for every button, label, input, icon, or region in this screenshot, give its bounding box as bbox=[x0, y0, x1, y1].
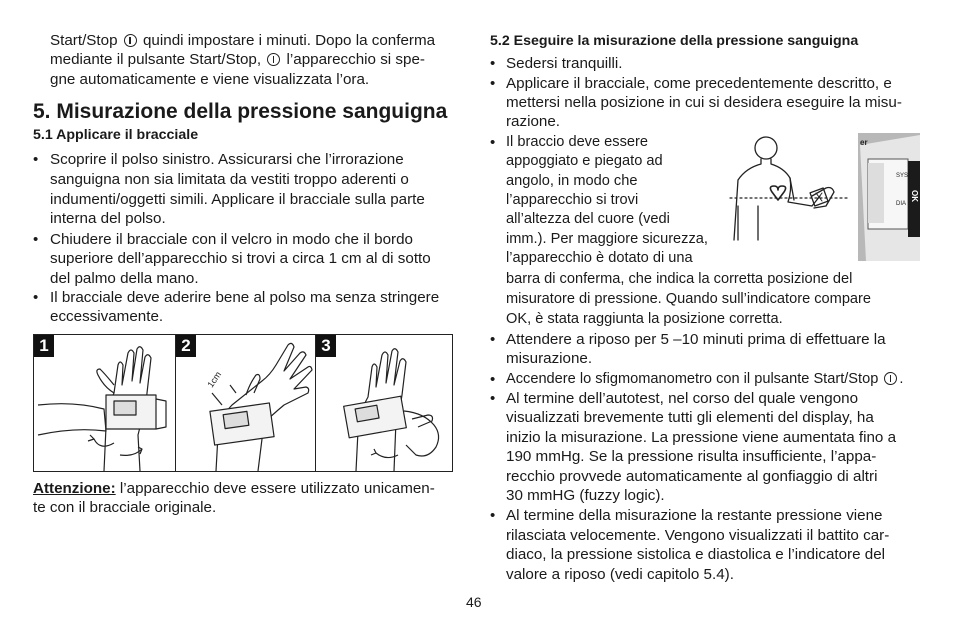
bullet-dot: • bbox=[490, 75, 496, 92]
device-illustration bbox=[858, 133, 920, 261]
device-dia-label: DIA bbox=[896, 201, 907, 207]
figure-1 bbox=[33, 334, 176, 472]
bullet-dot: • bbox=[33, 151, 39, 168]
bullet-line: 30 mmHG (fuzzy logic). bbox=[506, 487, 665, 504]
bullet-2-line: del palmo della mano. bbox=[50, 270, 199, 287]
bullet-line: Al termine dell’autotest, nel corso del quale vengono bbox=[506, 390, 859, 407]
bullet-line: l’apparecchio si trovi bbox=[506, 192, 639, 208]
subsection-title-5-1: 5.1 Applicare il bracciale bbox=[33, 127, 199, 143]
bullet-dot: • bbox=[490, 371, 496, 388]
device-sys-label: SYS bbox=[896, 173, 909, 179]
wrist-cuff-position-illustration bbox=[176, 335, 315, 471]
bullet-line: Sedersi tranquilli. bbox=[506, 55, 623, 72]
bullet-1-line: interna del polso. bbox=[50, 210, 166, 227]
posture-heart-level-illustration bbox=[728, 130, 853, 246]
bullet-line: misuratore di pressione. Quando sull’indicatore compare bbox=[506, 291, 872, 307]
intro-line-1: Start/Stop quindi impostare i minuti. Dopo la conferma bbox=[50, 32, 436, 49]
bullet-dot: • bbox=[490, 390, 496, 407]
bullet-line: appoggiato e piegato ad bbox=[506, 153, 663, 169]
bullet-dot: • bbox=[490, 507, 496, 524]
bullet-line: visualizzati brevemente tutti gli elementi del display, ha bbox=[506, 409, 874, 426]
bullet-line: razione. bbox=[506, 113, 561, 130]
bullet-line: mettersi nella posizione in cui si desidera eseguire la misu- bbox=[506, 94, 902, 111]
wrist-cuff-closing-illustration bbox=[316, 335, 452, 471]
bullet-dot: • bbox=[33, 289, 39, 306]
bullet-line: inizio la misurazione. La pressione viene aumentata fino a bbox=[506, 429, 897, 446]
subsection-title-5-2: 5.2 Eseguire la misurazione della pressione sanguigna bbox=[490, 33, 859, 49]
bullet-dot: • bbox=[490, 331, 496, 348]
note-label: Attenzione: bbox=[33, 480, 116, 497]
bullet-line: imm.). Per maggiore sicurezza, bbox=[506, 231, 708, 247]
bullet-3-line: eccessivamente. bbox=[50, 308, 164, 325]
bullet-line: l’apparecchio è dotato di una bbox=[506, 250, 693, 266]
device-ok-label: OK bbox=[910, 190, 919, 202]
power-icon bbox=[124, 34, 137, 47]
bullet-2-line: Chiudere il bracciale con il velcro in modo che il bordo bbox=[50, 231, 413, 248]
bullet-line: misurazione. bbox=[506, 350, 593, 367]
bullet-line: Il braccio deve essere bbox=[506, 134, 648, 150]
bullet-line: Applicare il bracciale, come precedentemente descritto, e bbox=[506, 75, 892, 92]
bullet-dot: • bbox=[490, 55, 496, 72]
bullet-line: Attendere a riposo per 5 –10 minuti prima di effettuare la bbox=[506, 331, 886, 348]
figure-2 bbox=[175, 334, 316, 472]
figure-3 bbox=[315, 334, 453, 472]
figure-number: 3 bbox=[316, 335, 336, 357]
bullet-line: valore a riposo (vedi capitolo 5.4). bbox=[506, 566, 734, 583]
bullet-line: angolo, in modo che bbox=[506, 173, 638, 189]
bullet-line: Accendere lo sfigmomanometro con il pulsante Start/Stop . bbox=[506, 371, 904, 387]
bullet-1-line: Scoprire il polso sinistro. Assicurarsi che l’irrorazione bbox=[50, 151, 404, 168]
bullet-line: all’altezza del cuore (vedi bbox=[506, 211, 670, 227]
bullet-line: 190 mmHg. Se la pressione risulta insufficiente, l’appa- bbox=[506, 448, 877, 465]
bullet-1-line: sanguigna non sia limitata da vestiti troppo aderenti o bbox=[50, 171, 409, 188]
page-number: 46 bbox=[466, 594, 482, 610]
cuff-figures bbox=[33, 334, 453, 472]
device-photo bbox=[858, 133, 920, 261]
wrist-cuff-open-illustration bbox=[34, 335, 175, 471]
figure-number: 2 bbox=[176, 335, 196, 357]
bullet-2-line: superiore dell’apparecchio si trovi a circa 1 cm al di sotto bbox=[50, 250, 431, 267]
power-icon bbox=[884, 372, 897, 385]
bullet-line: barra di conferma, che indica la corretta posizione del bbox=[506, 271, 853, 287]
note-line-1: Attenzione: l’apparecchio deve essere utilizzato unicamen- bbox=[33, 480, 435, 497]
bullet-line: OK, è stata raggiunta la posizione corretta. bbox=[506, 311, 783, 327]
figure-number: 1 bbox=[34, 335, 54, 357]
intro-line-3: gne automaticamente e viene visualizzata l’ora. bbox=[50, 71, 370, 88]
intro-line-2: mediante il pulsante Start/Stop, l’apparecchio si spe- bbox=[50, 51, 425, 68]
bullet-line: Al termine della misurazione la restante pressione viene bbox=[506, 507, 883, 524]
bullet-dot: • bbox=[490, 134, 496, 151]
device-brand-label: er bbox=[860, 138, 868, 147]
bullet-line: rilasciata velocemente. Vengono visualizzati il battito car- bbox=[506, 527, 890, 544]
bullet-dot: • bbox=[33, 231, 39, 248]
bullet-1-line: indumenti/oggetti simili. Applicare il bracciale sulla parte bbox=[50, 191, 425, 208]
bullet-line: diaco, la pressione sistolica e diastolica e l’indicatore del bbox=[506, 546, 886, 563]
note-line-2: te con il bracciale originale. bbox=[33, 499, 217, 516]
bullet-3-line: Il bracciale deve aderire bene al polso ma senza stringere bbox=[50, 289, 440, 306]
figure-label-1cm: 1cm bbox=[205, 369, 224, 390]
bullet-line: recchio provvede automaticamente al gonfiaggio di altri bbox=[506, 468, 878, 485]
section-title: 5. Misurazione della pressione sanguigna bbox=[33, 100, 448, 123]
power-icon bbox=[267, 53, 280, 66]
